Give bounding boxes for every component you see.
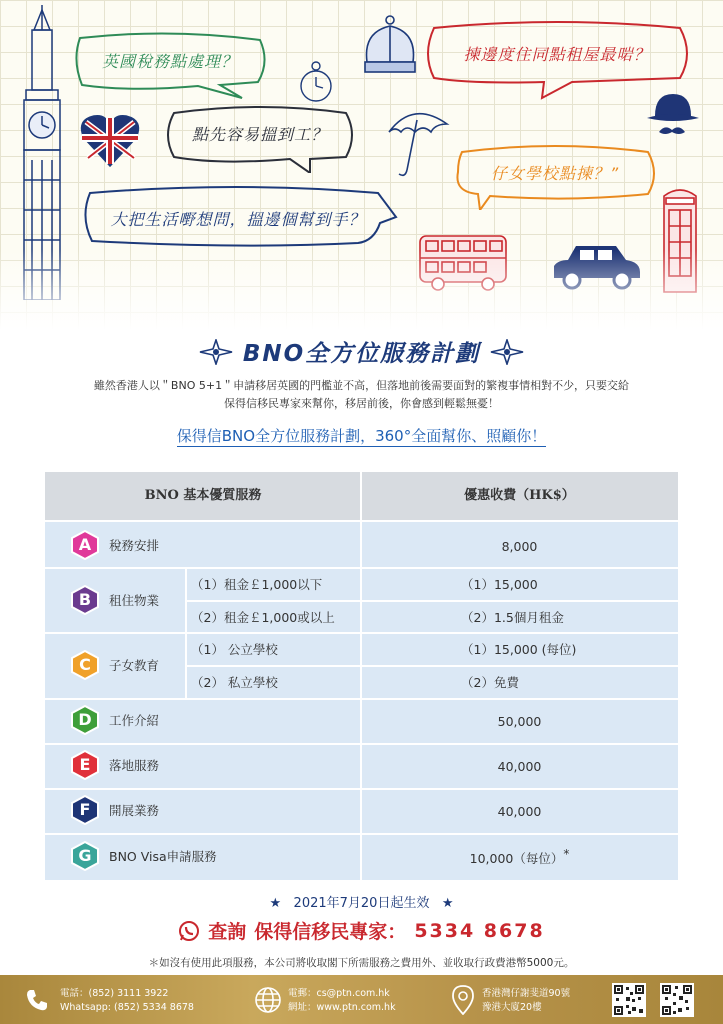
badge-b-letter: B [78,590,92,609]
badge-f-letter: F [79,800,91,819]
globe-icon [254,986,282,1014]
badge-c-letter: C [79,655,91,674]
enquiry-label: 查詢 [208,921,247,943]
compass-star-icon [199,339,233,365]
badge-a-letter: A [78,535,92,554]
footer-tel[interactable]: 電話：(852) 3111 3922 [60,988,169,999]
sub-option: （1） 公立學校 [191,642,278,657]
bubble-life-text: 大把生活嘢想問，搵邊個幫到手？ [110,209,366,229]
service-name: 落地服務 [109,758,160,773]
row-divider [45,567,678,569]
badge-b [71,585,99,615]
umbrella-icon [383,100,453,180]
slogan-text: 保得信BNO全方位服務計劃，360°全面幫你、照顧你！ [176,427,547,445]
footnote: ＊如沒有使用此項服務，本公司將收取閣下所需服務之費用外、並收取行政費港幣5000元。 [148,957,575,969]
intro-paragraph [40,377,683,413]
header-service: BNO 基本優質服務 [144,488,262,503]
bubble-housing-text: 揀邊度住同點租屋最啱？ [463,44,651,64]
fee-value: 40,000 [497,759,542,774]
star-icon: ★ [441,896,454,911]
qr-code-icon[interactable] [612,983,646,1017]
fee-value: 10,000（每位） [469,850,564,866]
header-fee: 優惠收費（HK$） [464,488,575,503]
fee-value: 50,000 [497,714,542,729]
location-pin-icon [452,985,474,1015]
fee-value: （1）15,000 [461,577,538,592]
fee-value: （2）1.5個月租金 [461,610,564,625]
crown-icon [355,12,425,82]
sub-option: （2） 私立學校 [191,675,278,690]
speech-bubble-job [160,103,360,173]
header-illustration [0,0,723,330]
effective-date-text: 2021年7月20日起生效 [293,896,430,911]
service-name: 稅務安排 [109,538,160,553]
title-row [0,335,723,368]
company-name: 保得信移民專家： [254,921,407,943]
speech-bubble-life [78,183,398,253]
badge-e-letter: E [79,755,91,774]
badge-d [71,705,99,735]
sub-option: （2）租金￡1,000或以上 [191,610,335,625]
whatsapp-icon [178,920,200,942]
phone-icon [24,987,50,1013]
effective-date [0,892,723,911]
sub-option: （1）租金￡1,000以下 [191,577,323,592]
footer-address-line-1: 香港灣仔謝斐道90號 [482,988,571,999]
badge-g-letter: G [78,846,92,865]
badge-e [71,750,99,780]
speech-bubble-tax [70,30,270,100]
badge-a [71,530,99,560]
bowler-hat-icon [645,90,700,140]
enquiry-line [0,917,723,944]
badge-g [71,841,99,871]
service-name: 工作介紹 [109,713,160,728]
service-name: 子女教育 [109,658,160,673]
star-icon: ★ [269,896,282,911]
speech-bubble-housing [422,18,692,100]
pocket-watch-icon [296,60,336,104]
enquiry-phone[interactable]: 5334 8678 [414,919,545,942]
fee-value: （1）15,000 (每位) [461,642,577,657]
speech-bubble-school [450,140,660,210]
fee-value: 8,000 [501,538,538,554]
bubble-school-text: 仔女學校點揀？” [490,163,620,183]
service-fee-table [45,472,678,880]
fee-value: （2）免費 [461,675,519,690]
service-name: 租住物業 [109,593,160,608]
bubble-job-text: 點先容易搵到工？ [191,124,328,144]
fee-value: 40,000 [497,804,542,819]
sub-column-divider [185,568,187,700]
page-title: BNO全方位服務計劃 [242,341,481,367]
row-divider [45,520,678,522]
fee-value-visa [361,835,678,880]
fee-footnote-mark: * [563,846,570,861]
intro-line-1: 雖然香港人以＂BNO 5+1＂申請移居英國的門檻並不高，但落地前後需要面對的繁複事情相對不少，只要交給 [93,379,630,392]
badge-f [71,795,99,825]
footer-whatsapp[interactable]: Whatsapp: (852) 5334 8678 [60,1002,194,1013]
compass-star-icon [490,339,524,365]
bubble-tax-text: 英國稅務點處理？ [101,51,238,71]
footer-email[interactable]: 電郵：cs@ptn.com.hk [288,988,390,999]
service-name: 開展業務 [109,803,160,818]
qr-code-icon[interactable] [660,983,694,1017]
service-name: BNO Visa申請服務 [109,849,217,864]
badge-c [71,650,99,680]
slogan [0,425,723,446]
intro-line-2: 保得信移民專家來幫你，移居前後，你會感到輕鬆無憂！ [224,397,499,410]
badge-d-letter: D [78,710,92,729]
footer-web[interactable]: 網址：www.ptn.com.hk [288,1002,396,1013]
footer-address-line-2: 豫港大廈20樓 [482,1002,542,1013]
union-jack-heart-icon [80,112,140,168]
row-divider [45,632,678,634]
